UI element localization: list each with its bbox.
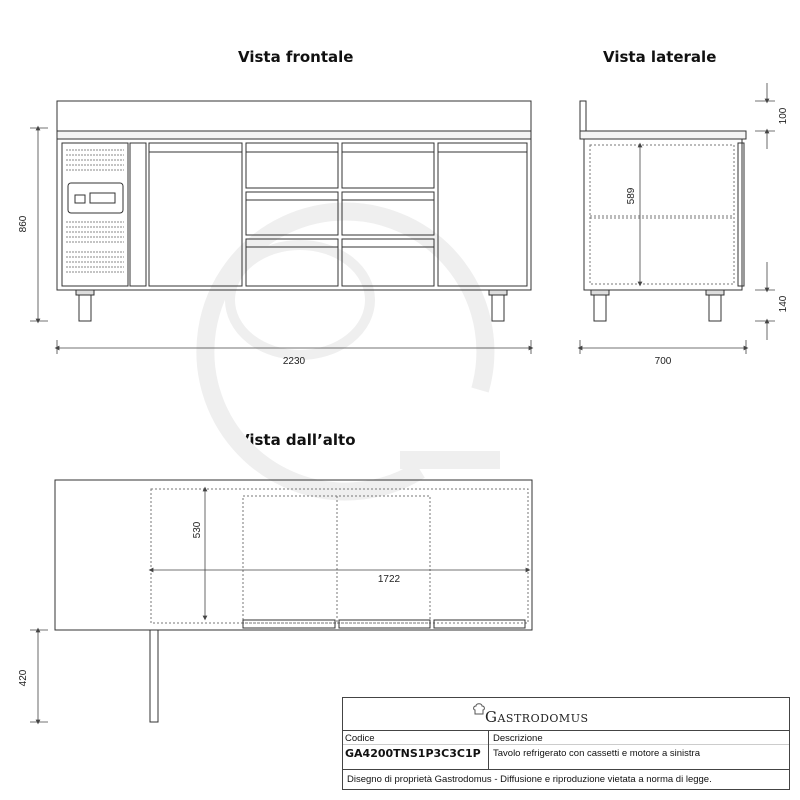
divider [488,731,489,769]
watermark-logo [205,212,500,492]
top-view-drawing [55,480,532,722]
chef-hat-icon [473,702,485,716]
top-view-title: Vista dall’alto [238,431,356,449]
dim-top-drop: 420 [18,669,29,687]
ventilation-grille-upper [66,150,124,170]
dim-top-depth: 530 [192,521,203,539]
title-block [342,697,790,790]
side-view-drawing [580,101,746,321]
description-value: Tavolo refrigerato con cassetti e motore a sinistra [493,748,700,759]
dim-front-width: 2230 [282,356,306,367]
code-label: Codice [345,733,375,744]
dim-side-inner: 589 [626,187,637,205]
side-view-title: Vista laterale [603,48,717,66]
divider [343,744,789,745]
brand-name: Gastrodomus [485,708,589,726]
front-view-title: Vista frontale [238,48,354,66]
dim-side-top: 100 [778,107,789,125]
ventilation-grille-lower [66,222,124,272]
copyright-footer: Disegno di proprietà Gastrodomus - Diffusione e riproduzione vietata a norma di legge. [347,774,712,785]
front-view-drawing [57,101,531,321]
dim-side-depth: 700 [654,356,672,367]
dim-top-width: 1722 [377,574,401,585]
dim-front-height: 860 [18,215,29,233]
divider [343,769,789,770]
code-value: GA4200TNS1P3C3C1P [345,747,481,760]
description-label: Descrizione [493,733,543,744]
brand-row [343,698,789,731]
dim-side-feet: 140 [778,295,789,313]
